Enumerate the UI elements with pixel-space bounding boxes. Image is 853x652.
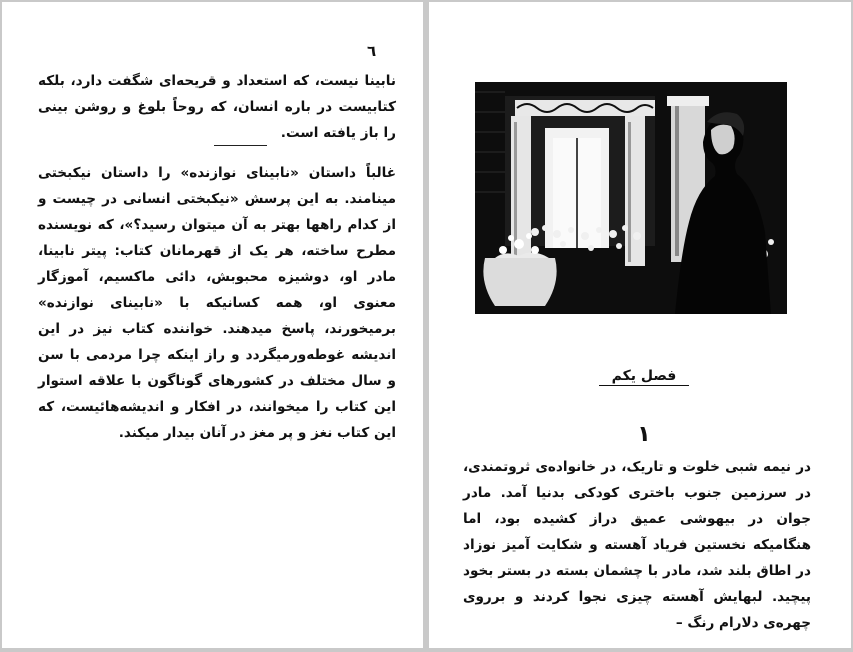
chapter-illustration	[475, 82, 787, 314]
page-number: ٦	[367, 42, 377, 60]
chapter-title: فصل یکم	[599, 368, 689, 386]
intro-paragraph-text: نابینا نیست، که استعداد و قریحه‌ای شگفت دارد، بلکه کتابیست در باره انسان، که روحاً بلوغ و روشن بینی را باز یافته است.	[38, 73, 396, 141]
left-page	[2, 2, 423, 648]
chapter-opening-text: در نیمه شبی خلوت و تاریک، در خانواده‌ی ثروتمندی، در سرزمین جنوب باختری کودکی بدنیا آمد. مادر جوان در بیهوشی عمیق دراز کشیده بود، اما هنگامیکه نخستین فریاد آهسته و شکایت آمیز نوزاد در اطاق بلند شد، مادر با چشمان بسته در بستر بخود پیچید. لبهایش آهسته چیزی نجوا کردند و برروی چهره‌ی دلارام رنگ –	[463, 459, 811, 631]
section-number: ۱	[637, 422, 651, 447]
section-divider	[214, 145, 267, 146]
body-paragraph-text: غالباً داستان «نابینای نوازنده» را داستان نیکبختی مینامند. به این پرسش «نیکبختی انسانی در چیست و از کدام راهها بهتر به آن میتوان رسید؟»، که نویسنده مطرح ساخته، هر یک از قهرمانان کتاب: پیتر نابینا، مادر او، دوشیزه محبوبش، دائی ماکسیم، آموزگار معنوی او، همه کسانیکه با «نابینای نوازنده» برمیخورند، پاسخ میدهند. خواننده کتاب نیز در این اندیشه غوطه‌ورمیگردد و راز اینکه چرا مردمی با سن و سال مختلف در کشورهای گوناگون با علاقه استوار این کتاب را میخوانند، در افکار و اندیشه‌هائیست، که این کتاب نغز و پر مغز در آنان بیدار میکند.	[38, 165, 396, 441]
intro-paragraph	[38, 68, 396, 146]
body-paragraph	[38, 160, 396, 446]
chapter-opening-paragraph	[463, 454, 811, 636]
engraving-woman-at-window-icon	[475, 82, 787, 314]
right-page	[429, 2, 851, 648]
